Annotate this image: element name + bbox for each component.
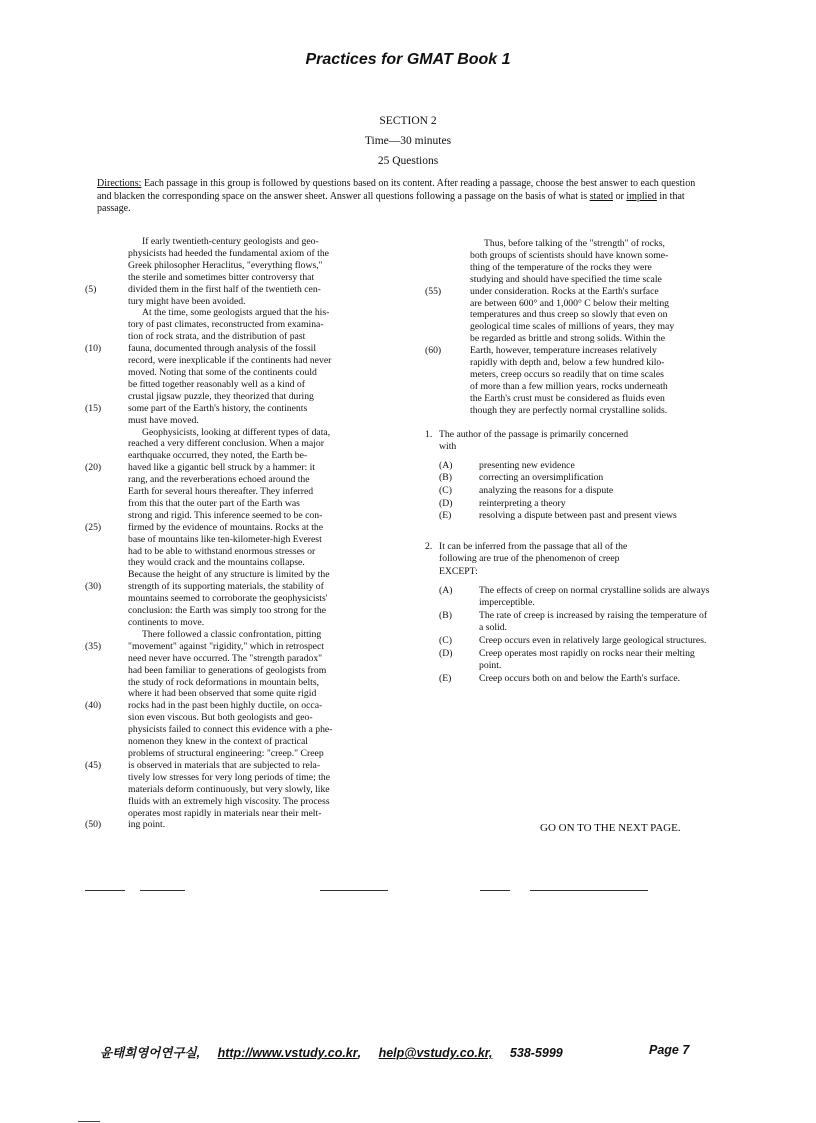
passage-line — [85, 450, 390, 462]
page-number: Page 7 — [649, 1043, 690, 1057]
passage-line — [85, 403, 390, 415]
line-text: fluids with an extremely high viscosity. The process — [128, 795, 330, 807]
passage-line — [425, 250, 710, 262]
line-text: fauna, documented through analysis of the fossil — [128, 343, 317, 355]
passage-left-column — [85, 236, 390, 831]
passage-line — [85, 355, 390, 367]
section-name: SECTION 2 — [379, 115, 437, 127]
passage-line — [85, 677, 390, 689]
choice-letter: (D) — [439, 647, 453, 659]
passage-line — [85, 486, 390, 498]
choice-text: Creep occurs both on and below the Earth's surface. — [479, 672, 681, 684]
choice-letter: (A) — [439, 584, 453, 596]
passage-line — [85, 593, 390, 605]
passage-line — [85, 260, 390, 272]
line-text: must have moved. — [128, 414, 199, 426]
passage-line — [85, 688, 390, 700]
passage-line — [425, 369, 710, 381]
passage-line — [85, 617, 390, 629]
line-text: where it had been observed that some quite rigid — [128, 688, 317, 700]
line-text: though they are perfectly normal crystalline solids. — [470, 404, 668, 416]
choice-text: Creep operates most rapidly on rocks near their melting point. — [479, 647, 695, 672]
line-text: be fitted together reasonably well as a kind of — [128, 378, 306, 390]
answer-choice — [439, 585, 710, 610]
passage-line — [425, 262, 710, 274]
line-text: rapidly with depth and, below a few hundred kilo- — [470, 357, 665, 369]
passage-line — [85, 284, 390, 296]
line-text: from this that the outer part of the Earth was — [128, 497, 300, 509]
divider-line — [320, 890, 388, 891]
line-text: had to be able to withstand enormous stresses or — [128, 545, 316, 557]
answer-choice — [439, 673, 710, 686]
page-footer: 윤태희영어연구실, http://www.vstudy.co.kr, help@vstudy.co.kr, 538-5999 Page 7 — [100, 1043, 690, 1060]
line-text: rang, and the reverberations echoed around the — [128, 474, 310, 486]
question — [425, 429, 710, 523]
line-text: sion even viscous. But both geologists and geo- — [128, 712, 313, 724]
passage-line — [85, 415, 390, 427]
answer-choice — [439, 460, 710, 473]
passage-line — [425, 238, 710, 250]
question-stem-line — [425, 429, 710, 442]
line-number: (35) — [85, 640, 102, 652]
line-number: (30) — [85, 581, 102, 593]
passage-continuation — [425, 238, 710, 417]
line-text: be regarded as brittle and strong solids. Within the — [470, 333, 666, 345]
passage-line — [85, 724, 390, 736]
answer-choice — [439, 472, 710, 485]
line-text: mountains seemed to corroborate the geophysicists' — [128, 593, 328, 605]
passage-line — [85, 736, 390, 748]
line-number: (55) — [425, 285, 442, 297]
passage-line — [85, 796, 390, 808]
line-number: (10) — [85, 343, 102, 355]
questions — [425, 429, 710, 686]
line-text: ing point. — [128, 819, 166, 831]
passage-line — [85, 343, 390, 355]
line-text: moved. Noting that some of the continents could — [128, 366, 317, 378]
footer-organization: 윤태희영어연구실, — [100, 1046, 201, 1060]
line-text: record, were inexplicable if the continents had never — [128, 355, 332, 367]
question-number: 1. — [425, 428, 433, 440]
line-number: (45) — [85, 759, 102, 771]
passage-line — [85, 629, 390, 641]
line-text: There followed a classic confrontation, pitting — [142, 628, 322, 640]
section-heading — [0, 111, 816, 171]
answer-choice — [439, 635, 710, 648]
divider-line — [140, 890, 185, 891]
line-text: tively low stresses for very long periods of time; the — [128, 771, 331, 783]
choice-text: Creep occurs even in relatively large geological structures. — [479, 634, 707, 646]
answer-choice — [439, 610, 710, 635]
passage-line — [85, 665, 390, 677]
passage-line — [425, 393, 710, 405]
passage-line — [425, 345, 710, 357]
page-header-title: Practices for GMAT Book 1 — [305, 51, 511, 68]
line-text: need never have occurred. The "strength paradox" — [128, 652, 323, 664]
line-text: crustal jigsaw puzzle, they theorized that during — [128, 390, 314, 402]
passage-line — [85, 462, 390, 474]
line-text: strong and rigid. This inference seemed to be con- — [128, 509, 323, 521]
line-text: physicists failed to connect this evidence with a phe- — [128, 724, 333, 736]
passage-line — [425, 321, 710, 333]
choice-text: The rate of creep is increased by raising the temperature of a solid. — [479, 609, 708, 634]
line-text: meters, creep occurs so readily that on time scales — [470, 368, 664, 380]
passage-line — [85, 784, 390, 796]
passage-line — [85, 808, 390, 820]
passage-line — [85, 522, 390, 534]
passage-line — [425, 405, 710, 417]
line-text: of more than a few million years, rocks underneath — [470, 380, 668, 392]
passage-line — [85, 772, 390, 784]
passage-line — [85, 569, 390, 581]
line-text: Greek philosopher Heraclitus, "everything flows," — [128, 259, 323, 271]
divider-line — [530, 890, 648, 891]
question-stem-text: with — [439, 441, 457, 453]
directions-text-1: Each passage in this group is followed by questions based on its content. After reading a passage, choose the best answer to each question and blacken the corresponding space on the answer sheet. Answer all questions following a passage on the basis of what is — [97, 178, 696, 202]
line-text: reached a very different conclusion. When a major — [128, 438, 324, 450]
choice-letter: (E) — [439, 510, 452, 522]
line-number: (15) — [85, 402, 102, 414]
line-number: (40) — [85, 700, 102, 712]
footer-url[interactable]: http://www.vstudy.co.kr — [217, 1046, 358, 1060]
line-text: Because the height of any structure is limited by the — [128, 569, 330, 581]
choice-letter: (C) — [439, 484, 452, 496]
line-text: the Earth's crust must be considered as fluids even — [470, 392, 665, 404]
line-text: both groups of scientists should have known some- — [470, 249, 669, 261]
passage-line — [425, 274, 710, 286]
line-text: problems of structural engineering: "creep." Creep — [128, 747, 324, 759]
section-question-count: 25 Questions — [377, 155, 439, 167]
divider-line — [480, 890, 510, 891]
choice-letter: (A) — [439, 459, 453, 471]
line-number: (60) — [425, 345, 442, 357]
line-text: earthquake occurred, they noted, the Earth be- — [128, 450, 308, 462]
passage-line — [425, 298, 710, 310]
passage-line — [85, 712, 390, 724]
question-stem-text: EXCEPT: — [439, 565, 478, 577]
question-number: 2. — [425, 540, 433, 552]
choice-text: resolving a dispute between past and present views — [479, 510, 677, 522]
passage-line — [85, 474, 390, 486]
passage-line — [425, 309, 710, 321]
directions-stated: stated — [589, 190, 613, 202]
passage-line — [425, 381, 710, 393]
passage-line — [85, 534, 390, 546]
passage-line — [85, 605, 390, 617]
passage-line — [85, 427, 390, 439]
line-text: operates most rapidly in materials near their melt- — [128, 807, 322, 819]
passage-line — [85, 307, 390, 319]
line-text: had been familiar to generations of geologists from — [128, 664, 327, 676]
line-text: temperatures and thus creep so slowly that even on — [470, 309, 668, 321]
line-text: conclusion: the Earth was simply too strong for the — [128, 605, 327, 617]
line-number: (5) — [85, 283, 97, 295]
question-stem-line — [425, 566, 710, 579]
passage-line — [85, 331, 390, 343]
passage-line — [425, 286, 710, 298]
passage-line — [85, 272, 390, 284]
question-stem-line — [425, 553, 710, 566]
line-text: At the time, some geologists argued that the his- — [142, 307, 330, 319]
choice-letter: (D) — [439, 497, 453, 509]
choice-letter: (B) — [439, 609, 452, 621]
passage-line — [85, 379, 390, 391]
passage-line — [85, 748, 390, 760]
line-text: rocks had in the past been highly ductile, on occa- — [128, 700, 323, 712]
passage-line — [425, 357, 710, 369]
passage-line — [85, 653, 390, 665]
line-number: (25) — [85, 521, 102, 533]
passage-line — [85, 700, 390, 712]
choice-letter: (E) — [439, 672, 452, 684]
directions-label: Directions: — [97, 178, 142, 189]
question-stem-text: It can be inferred from the passage that all of the — [439, 540, 628, 552]
passage-line — [85, 546, 390, 558]
section-time: Time—30 minutes — [364, 135, 452, 147]
passage-line — [425, 333, 710, 345]
line-text: Earth, however, temperature increases relatively — [470, 345, 657, 357]
line-text: "movement" against "rigidity," which in retrospect — [128, 640, 324, 652]
line-text: geological time scales of millions of years, they may — [470, 321, 675, 333]
line-text: is observed in materials that are subjected to rela- — [128, 759, 321, 771]
choice-text: The effects of creep on normal crystalline solids are always imperceptible. — [479, 584, 710, 609]
line-text: materials deform continuously, but very slowly, like — [128, 783, 330, 795]
choice-text: presenting new evidence — [479, 459, 575, 471]
line-text: the sterile and sometimes bitter controversy that — [128, 271, 315, 283]
line-number: (20) — [85, 462, 102, 474]
answer-choice — [439, 648, 710, 673]
line-text: Thus, before talking of the "strength" of rocks, — [484, 238, 665, 249]
line-text: some part of the Earth's history, the continents — [128, 402, 308, 414]
divider-line — [78, 1121, 100, 1122]
line-number: (50) — [85, 819, 102, 831]
question — [425, 541, 710, 686]
line-text: they would crack and the mountains collapse. — [128, 557, 305, 569]
passage-line — [85, 819, 390, 831]
line-text: thing of the temperature of the rocks they were — [470, 261, 652, 273]
line-text: tury might have been avoided. — [128, 295, 246, 307]
choice-text: reinterpreting a theory — [479, 497, 566, 509]
line-text: are between 600° and 1,000° C below their melting — [470, 297, 670, 309]
directions — [97, 178, 707, 216]
line-text: under consideration. Rocks at the Earth's surface — [470, 285, 659, 297]
passage-line — [85, 510, 390, 522]
question-stem-line — [425, 541, 710, 554]
line-text: studying and should have specified the time scale — [470, 273, 662, 285]
line-text: the study of rock deformations in mountain belts, — [128, 676, 320, 688]
answer-choice — [439, 510, 710, 523]
line-text: If early twentieth-century geologists and geo- — [142, 236, 319, 247]
line-text: base of mountains like ten-kilometer-high Everest — [128, 533, 322, 545]
passage-line — [85, 641, 390, 653]
line-text: strength of its supporting materials, the stability of — [128, 581, 324, 593]
line-text: physicists had heeded the fundamental axiom of the — [128, 247, 329, 259]
passage-line — [85, 296, 390, 308]
go-on-notice: GO ON TO THE NEXT PAGE. — [540, 822, 681, 834]
line-text: tion of rock strata, and the distribution of past — [128, 331, 306, 343]
choice-letter: (C) — [439, 634, 452, 646]
choice-text: correcting an oversimplification — [479, 472, 604, 484]
passage-line — [85, 248, 390, 260]
line-text: divided them in the first half of the twentieth cen- — [128, 283, 321, 295]
passage-line — [85, 498, 390, 510]
question-stem-line — [425, 441, 710, 454]
choice-text: analyzing the reasons for a dispute — [479, 484, 614, 496]
footer-phone: 538-5999 — [509, 1046, 563, 1060]
passage-line — [85, 760, 390, 772]
answer-choice — [439, 498, 710, 511]
question-stem-text: following are true of the phenomenon of creep — [439, 553, 620, 565]
passage-line — [85, 391, 390, 403]
directions-or: or — [612, 190, 627, 202]
line-text: continents to move. — [128, 617, 205, 628]
passage-line — [85, 438, 390, 450]
answer-choice — [439, 485, 710, 498]
question-stem-text: The author of the passage is primarily concerned — [439, 428, 629, 440]
line-text: Geophysicists, looking at different types of data, — [142, 426, 331, 438]
choice-letter: (B) — [439, 472, 452, 484]
directions-implied: implied — [626, 190, 657, 202]
passage-line — [85, 557, 390, 569]
passage-line — [85, 581, 390, 593]
divider-line — [85, 890, 125, 891]
line-text: nomenon they knew in the context of practical — [128, 736, 308, 748]
line-text: haved like a gigantic bell struck by a hammer: it — [128, 462, 315, 474]
passage-line — [85, 319, 390, 331]
directions-text-2: in that passage. — [97, 190, 685, 214]
line-text: Earth for several hours thereafter. They inferred — [128, 486, 314, 498]
passage-line — [85, 236, 390, 248]
line-text: tory of past climates, reconstructed from examina- — [128, 319, 324, 331]
line-text: firmed by the evidence of mountains. Rocks at the — [128, 521, 324, 533]
passage-right-column — [425, 238, 710, 685]
footer-email[interactable]: help@vstudy.co.kr, — [378, 1046, 493, 1060]
passage-line — [85, 367, 390, 379]
